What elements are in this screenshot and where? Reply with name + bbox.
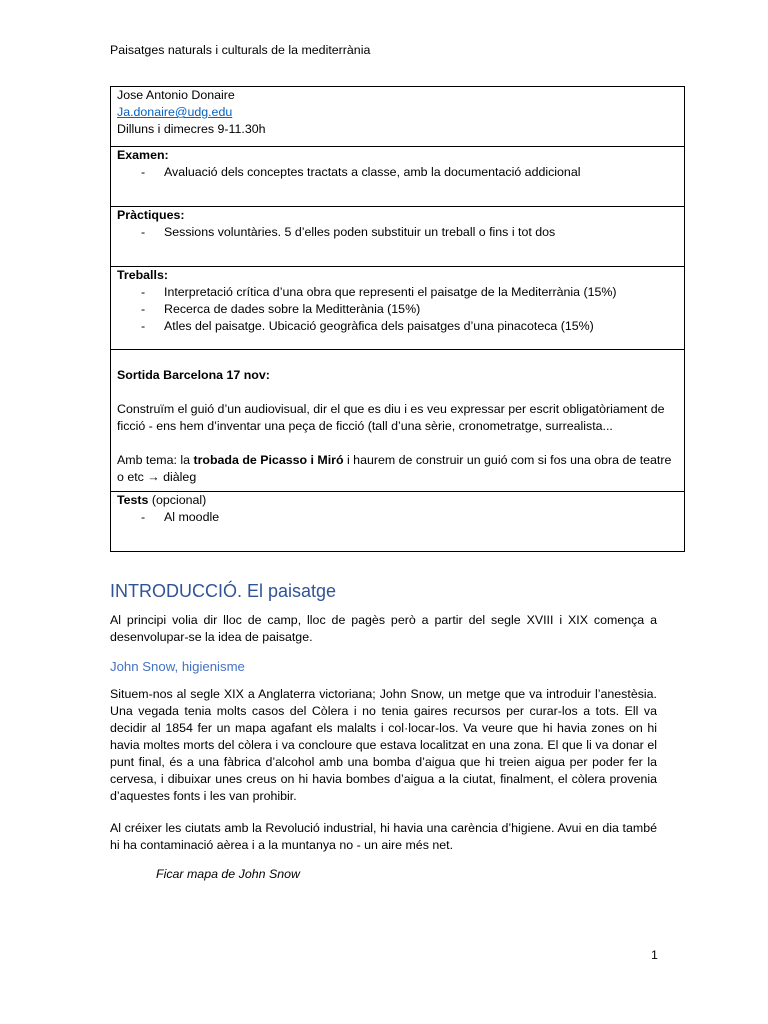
sortida-row xyxy=(111,350,685,492)
practiques-title: Pràctiques: xyxy=(117,208,185,222)
snow-paragraph-1: Situem-nos al segle XIX a Anglaterra victoriana; John Snow, un metge que va introduir l’anestèsia. Una vegada tenia molts casos del Còlera i no tenia gaires recursos per curar-los a tots. Ell va decidir al 1854 fer un mapa agafant els malalts i col·locar-los. Va veure que hi havia zones on hi havia moltes morts del còlera i va concloure que estava localitzat en una zona. El que li va donar el punt final, és a una fàbrica d’alcohol amb una bomba d’aigua que hi treien aigua per poder fer la cervesa, i dibuixar unes creus on hi havia bombes d’aigua a la ciutat, finalment, el còlera provenia d’aquestes fonts i les van prohibir. xyxy=(110,687,657,803)
list-item: - Al moodle xyxy=(117,509,678,526)
page-header: Paisatges naturals i culturals de la mediterrània xyxy=(110,43,371,57)
tests-title-suffix: (opcional) xyxy=(148,493,207,507)
list-item: - Avaluació dels conceptes tractats a classe, amb la documentació addicional xyxy=(117,164,678,181)
sortida-title: Sortida Barcelona 17 nov: xyxy=(117,368,270,382)
map-note: Ficar mapa de John Snow xyxy=(156,867,300,881)
treballs-list xyxy=(117,284,678,335)
intro-paragraph: Al principi volia dir lloc de camp, lloc de pagès però a partir del segle XVIII i XIX comença a desenvolupar-se la idea de paisatge. xyxy=(110,613,657,644)
sortida-paragraph: Construïm el guió d’un audiovisual, dir el que es diu i es veu expressar per escrit obligatòriament de ficció - ens hem d’inventar una peça de ficció (tall d’una sèrie, cronometratge, surrealista... xyxy=(117,402,665,433)
list-item: - Interpretació crítica d’una obra que representi el paisatge de la Mediterrània (15%) xyxy=(117,284,678,301)
email-link[interactable]: Ja.donaire@udg.edu xyxy=(117,105,233,119)
snow-paragraph-2: Al créixer les ciutats amb la Revolució industrial, hi havia una carència d’higiene. Avui en dia també hi ha contaminació aèrea i a la muntanya no - un aire més net. xyxy=(110,821,657,852)
tests-cell xyxy=(111,492,685,552)
contact-cell xyxy=(111,87,685,147)
snow-heading: John Snow, higienisme xyxy=(110,659,245,674)
professor-name: Jose Antonio Donaire xyxy=(117,88,235,102)
treballs-title: Treballs: xyxy=(117,268,168,282)
theme-suffix: i haurem de construir un guió com si fos una obra de teatre o etc → diàleg xyxy=(117,453,672,484)
examen-row xyxy=(111,147,685,207)
examen-cell xyxy=(111,147,685,207)
theme-prefix: Amb tema: la xyxy=(117,453,194,467)
list-item: - Sessions voluntàries. 5 d’elles poden substituir un treball o fins i tot dos xyxy=(117,224,678,241)
tests-list xyxy=(117,509,678,526)
practiques-row xyxy=(111,207,685,267)
examen-title: Examen: xyxy=(117,148,169,162)
sortida-cell xyxy=(111,350,685,492)
course-info-table xyxy=(110,86,685,552)
contact-row xyxy=(111,87,685,147)
intro-heading: INTRODUCCIÓ. El paisatge xyxy=(110,581,337,601)
list-item: - Recerca de dades sobre la Meditterània (15%) xyxy=(117,301,678,318)
treballs-row xyxy=(111,267,685,350)
treballs-cell xyxy=(111,267,685,350)
practiques-list xyxy=(117,224,678,241)
practiques-cell xyxy=(111,207,685,267)
theme-bold: trobada de Picasso i Miró xyxy=(193,453,344,467)
sortida-theme xyxy=(117,452,678,486)
examen-list xyxy=(117,164,678,181)
tests-row xyxy=(111,492,685,552)
list-item: - Atles del paisatge. Ubicació geogràfica dels paisatges d’una pinacoteca (15%) xyxy=(117,318,678,335)
page-number: 1 xyxy=(651,948,658,962)
tests-title: Tests xyxy=(117,493,149,507)
schedule-text: Dilluns i dimecres 9-11.30h xyxy=(117,122,266,136)
